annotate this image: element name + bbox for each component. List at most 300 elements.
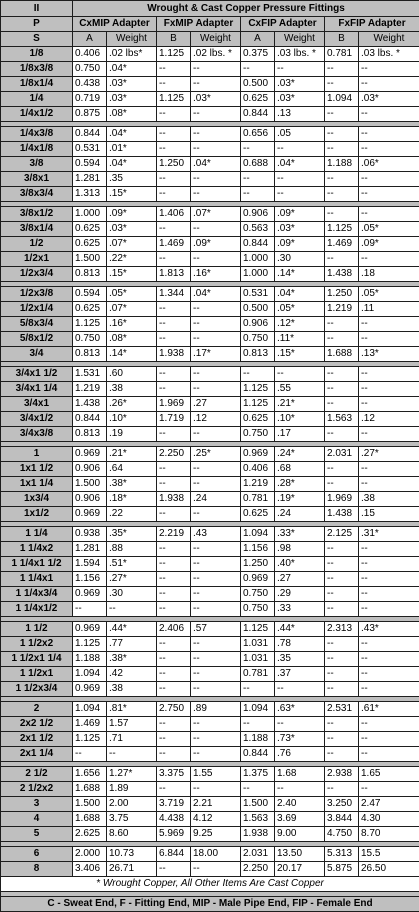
value-cell: -- bbox=[275, 682, 325, 697]
value-cell: .04* bbox=[275, 287, 325, 302]
value-cell: -- bbox=[157, 222, 191, 237]
value-cell: .35 bbox=[275, 652, 325, 667]
value-cell: .01* bbox=[107, 142, 157, 157]
size-cell: 1/2x1 bbox=[1, 252, 73, 267]
subheader-cell: Weight bbox=[107, 32, 157, 47]
value-cell: 1.500 bbox=[73, 477, 107, 492]
value-cell: 3.406 bbox=[73, 862, 107, 877]
size-cell: 3/4x1 1/2 bbox=[1, 367, 73, 382]
group-header-cxfip: CxFIP Adapter bbox=[241, 17, 325, 32]
table-row bbox=[1, 62, 419, 77]
value-cell: -- bbox=[325, 317, 359, 332]
value-cell: .18* bbox=[107, 492, 157, 507]
value-cell: .55 bbox=[275, 382, 325, 397]
value-cell: 1.188 bbox=[73, 652, 107, 667]
value-cell: -- bbox=[325, 172, 359, 187]
value-cell: .81* bbox=[107, 702, 157, 717]
value-cell: 0.906 bbox=[241, 317, 275, 332]
value-cell: .38 bbox=[107, 682, 157, 697]
value-cell: 0.969 bbox=[73, 587, 107, 602]
value-cell: -- bbox=[191, 252, 241, 267]
table-row bbox=[1, 447, 419, 462]
value-cell: .21* bbox=[107, 447, 157, 462]
value-cell: .98 bbox=[275, 542, 325, 557]
size-cell: 1x1/2 bbox=[1, 507, 73, 522]
value-cell: 3.69 bbox=[275, 812, 325, 827]
value-cell: -- bbox=[157, 172, 191, 187]
value-cell: 1.57 bbox=[107, 717, 157, 732]
table-row bbox=[1, 187, 419, 202]
value-cell: 0.719 bbox=[73, 92, 107, 107]
value-cell: .12 bbox=[191, 412, 241, 427]
value-cell: .15* bbox=[275, 347, 325, 362]
table-row bbox=[1, 412, 419, 427]
value-cell: .35 bbox=[107, 172, 157, 187]
size-cell: 2 1/2 bbox=[1, 767, 73, 782]
value-cell: -- bbox=[157, 602, 191, 617]
value-cell: .28* bbox=[275, 477, 325, 492]
size-cell: 2x1 1/4 bbox=[1, 747, 73, 762]
value-cell: -- bbox=[241, 682, 275, 697]
value-cell: 5.969 bbox=[157, 827, 191, 842]
value-cell: -- bbox=[359, 367, 419, 382]
value-cell: 2.219 bbox=[157, 527, 191, 542]
value-cell: 4.30 bbox=[359, 812, 419, 827]
value-cell: 2.125 bbox=[325, 527, 359, 542]
value-cell: 4.12 bbox=[191, 812, 241, 827]
subheader-cell: B bbox=[157, 32, 191, 47]
value-cell: .13 bbox=[275, 107, 325, 122]
group-header-fxfip: FxFIP Adapter bbox=[325, 17, 419, 32]
table-row bbox=[1, 347, 419, 362]
value-cell: .02 lbs. * bbox=[191, 47, 241, 62]
size-cell: 1 1/4 bbox=[1, 527, 73, 542]
value-cell: -- bbox=[191, 542, 241, 557]
table-row bbox=[1, 462, 419, 477]
value-cell: -- bbox=[325, 782, 359, 797]
footnote: * Wrought Copper, All Other Items Are Cast Copper bbox=[1, 877, 419, 892]
value-cell: -- bbox=[325, 557, 359, 572]
value-cell: .89 bbox=[191, 702, 241, 717]
value-cell: -- bbox=[359, 62, 419, 77]
size-cell: 1/8x1/4 bbox=[1, 77, 73, 92]
value-cell: 2.21 bbox=[191, 797, 241, 812]
value-cell: .06* bbox=[359, 157, 419, 172]
value-cell: -- bbox=[359, 252, 419, 267]
value-cell: 1.000 bbox=[73, 207, 107, 222]
legend: C - Sweat End, F - Fitting End, MIP - Male Pipe End, FIP - Female End bbox=[1, 897, 419, 912]
value-cell: -- bbox=[191, 637, 241, 652]
size-cell: 1/4 bbox=[1, 92, 73, 107]
value-cell: 2.313 bbox=[325, 622, 359, 637]
value-cell: .05* bbox=[359, 287, 419, 302]
table-title: Wrought & Cast Copper Pressure Fittings bbox=[73, 1, 419, 17]
value-cell: .44* bbox=[107, 622, 157, 637]
size-cell: 4 bbox=[1, 812, 73, 827]
value-cell: .08* bbox=[107, 107, 157, 122]
value-cell: .38 bbox=[107, 382, 157, 397]
value-cell: .09* bbox=[359, 237, 419, 252]
value-cell: .03* bbox=[107, 222, 157, 237]
value-cell: 1.125 bbox=[157, 47, 191, 62]
value-cell: 1.250 bbox=[157, 157, 191, 172]
value-cell: 0.750 bbox=[73, 62, 107, 77]
size-cell: 1x1 1/2 bbox=[1, 462, 73, 477]
size-cell: 1 1/4x1 bbox=[1, 572, 73, 587]
table-row bbox=[1, 812, 419, 827]
value-cell: 1.688 bbox=[325, 347, 359, 362]
value-cell: .02 lbs* bbox=[107, 47, 157, 62]
value-cell: 1.500 bbox=[73, 252, 107, 267]
value-cell: .16* bbox=[107, 317, 157, 332]
table-body bbox=[1, 47, 419, 877]
value-cell: .25* bbox=[191, 447, 241, 462]
value-cell: -- bbox=[359, 652, 419, 667]
value-cell: 0.500 bbox=[241, 77, 275, 92]
table-row bbox=[1, 427, 419, 442]
table-row bbox=[1, 367, 419, 382]
size-cell: 3/8x1 bbox=[1, 172, 73, 187]
value-cell: 1.000 bbox=[241, 252, 275, 267]
value-cell: .14* bbox=[107, 347, 157, 362]
value-cell: .17 bbox=[275, 427, 325, 442]
value-cell: .60 bbox=[107, 367, 157, 382]
value-cell: 0.563 bbox=[241, 222, 275, 237]
table-row bbox=[1, 507, 419, 522]
value-cell: -- bbox=[157, 732, 191, 747]
value-cell: .03 lbs. * bbox=[359, 47, 419, 62]
value-cell: -- bbox=[325, 587, 359, 602]
size-cell: 1/8 bbox=[1, 47, 73, 62]
value-cell: .03* bbox=[275, 92, 325, 107]
value-cell: -- bbox=[275, 187, 325, 202]
value-cell: 2.750 bbox=[157, 702, 191, 717]
table-row bbox=[1, 587, 419, 602]
size-cell: 8 bbox=[1, 862, 73, 877]
size-cell: 1 1/2x1 bbox=[1, 667, 73, 682]
value-cell: 0.625 bbox=[241, 92, 275, 107]
table-row bbox=[1, 302, 419, 317]
value-cell: .61* bbox=[359, 702, 419, 717]
value-cell: .73* bbox=[275, 732, 325, 747]
value-cell: .35* bbox=[107, 527, 157, 542]
size-cell: 1 1/4x2 bbox=[1, 542, 73, 557]
value-cell: 1.281 bbox=[73, 542, 107, 557]
value-cell: 9.00 bbox=[275, 827, 325, 842]
value-cell: -- bbox=[191, 107, 241, 122]
value-cell: .27 bbox=[275, 572, 325, 587]
value-cell: 5.875 bbox=[325, 862, 359, 877]
value-cell: 2.031 bbox=[325, 447, 359, 462]
value-cell: -- bbox=[325, 397, 359, 412]
value-cell: -- bbox=[275, 62, 325, 77]
size-cell: 1 1/2x1 1/4 bbox=[1, 652, 73, 667]
value-cell: -- bbox=[157, 637, 191, 652]
value-cell: 1.719 bbox=[157, 412, 191, 427]
value-cell: 1.094 bbox=[73, 667, 107, 682]
value-cell: 3.375 bbox=[157, 767, 191, 782]
value-cell: .03* bbox=[359, 92, 419, 107]
value-cell: .33* bbox=[275, 527, 325, 542]
table-row bbox=[1, 252, 419, 267]
value-cell: 1.219 bbox=[325, 302, 359, 317]
value-cell: .10* bbox=[107, 412, 157, 427]
value-cell: -- bbox=[325, 187, 359, 202]
size-cell: 5/8x3/4 bbox=[1, 317, 73, 332]
size-cell: 5 bbox=[1, 827, 73, 842]
value-cell: .13* bbox=[359, 347, 419, 362]
size-cell: 3/4x1 bbox=[1, 397, 73, 412]
value-cell: .15* bbox=[107, 187, 157, 202]
value-cell: 1.219 bbox=[73, 382, 107, 397]
value-cell: 1.563 bbox=[241, 812, 275, 827]
value-cell: -- bbox=[325, 427, 359, 442]
table-row bbox=[1, 127, 419, 142]
value-cell: 0.438 bbox=[73, 77, 107, 92]
value-cell: 0.781 bbox=[325, 47, 359, 62]
value-cell: 0.594 bbox=[73, 157, 107, 172]
value-cell: -- bbox=[191, 747, 241, 762]
value-cell: 2.250 bbox=[157, 447, 191, 462]
size-cell: 1/2x1/4 bbox=[1, 302, 73, 317]
value-cell: -- bbox=[325, 602, 359, 617]
size-cell: 1/8x3/8 bbox=[1, 62, 73, 77]
value-cell: -- bbox=[359, 732, 419, 747]
value-cell: -- bbox=[191, 602, 241, 617]
value-cell: -- bbox=[325, 332, 359, 347]
value-cell: .27* bbox=[107, 572, 157, 587]
value-cell: 1.68 bbox=[275, 767, 325, 782]
value-cell: -- bbox=[359, 747, 419, 762]
value-cell: .26* bbox=[107, 397, 157, 412]
value-cell: 0.938 bbox=[73, 527, 107, 542]
value-cell: -- bbox=[359, 637, 419, 652]
value-cell: 1.438 bbox=[325, 507, 359, 522]
value-cell: .64 bbox=[107, 462, 157, 477]
value-cell: -- bbox=[157, 332, 191, 347]
value-cell: 1.89 bbox=[107, 782, 157, 797]
value-cell: -- bbox=[359, 682, 419, 697]
value-cell: 0.969 bbox=[73, 507, 107, 522]
table-row bbox=[1, 702, 419, 717]
table-row bbox=[1, 267, 419, 282]
value-cell: .03* bbox=[275, 77, 325, 92]
value-cell: .27 bbox=[191, 397, 241, 412]
value-cell: -- bbox=[157, 187, 191, 202]
table-row bbox=[1, 332, 419, 347]
value-cell: 1.938 bbox=[157, 492, 191, 507]
size-cell: 3/4x1/2 bbox=[1, 412, 73, 427]
value-cell: 0.969 bbox=[241, 572, 275, 587]
value-cell: 13.50 bbox=[275, 847, 325, 862]
value-cell: 1.500 bbox=[241, 797, 275, 812]
value-cell: -- bbox=[241, 172, 275, 187]
value-cell: .29 bbox=[275, 587, 325, 602]
value-cell: 1.375 bbox=[241, 767, 275, 782]
group-header-fxmip: FxMIP Adapter bbox=[157, 17, 241, 32]
value-cell: -- bbox=[191, 587, 241, 602]
value-cell: 0.906 bbox=[73, 492, 107, 507]
value-cell: 5.313 bbox=[325, 847, 359, 862]
size-cell: 3/8x1/2 bbox=[1, 207, 73, 222]
value-cell: .30 bbox=[275, 252, 325, 267]
value-cell: .07* bbox=[191, 207, 241, 222]
value-cell: .68 bbox=[275, 462, 325, 477]
table-row bbox=[1, 747, 419, 762]
value-cell: -- bbox=[73, 602, 107, 617]
value-cell: .10* bbox=[275, 412, 325, 427]
value-cell: 10.73 bbox=[107, 847, 157, 862]
value-cell: -- bbox=[107, 747, 157, 762]
value-cell: .08* bbox=[107, 332, 157, 347]
value-cell: 0.813 bbox=[241, 347, 275, 362]
size-cell: 3/8 bbox=[1, 157, 73, 172]
value-cell: -- bbox=[157, 542, 191, 557]
size-cell: 2 1/2x2 bbox=[1, 782, 73, 797]
value-cell: -- bbox=[325, 77, 359, 92]
value-cell: -- bbox=[325, 252, 359, 267]
value-cell: -- bbox=[191, 142, 241, 157]
value-cell: 1.344 bbox=[157, 287, 191, 302]
value-cell: -- bbox=[191, 862, 241, 877]
value-cell: 0.969 bbox=[73, 682, 107, 697]
value-cell: 1.688 bbox=[73, 782, 107, 797]
value-cell: -- bbox=[359, 397, 419, 412]
size-header-line-3: S bbox=[1, 32, 73, 47]
value-cell: 0.844 bbox=[241, 747, 275, 762]
table-row bbox=[1, 797, 419, 812]
value-cell: 1.125 bbox=[241, 382, 275, 397]
value-cell: 3.250 bbox=[325, 797, 359, 812]
size-cell: 3/4 bbox=[1, 347, 73, 362]
size-cell: 1/2x3/8 bbox=[1, 287, 73, 302]
value-cell: 2.40 bbox=[275, 797, 325, 812]
value-cell: 15.5 bbox=[359, 847, 419, 862]
value-cell: 1.563 bbox=[325, 412, 359, 427]
value-cell: 3.719 bbox=[157, 797, 191, 812]
value-cell: 2.250 bbox=[241, 862, 275, 877]
value-cell: -- bbox=[359, 172, 419, 187]
value-cell: -- bbox=[359, 667, 419, 682]
table-row bbox=[1, 732, 419, 747]
value-cell: -- bbox=[157, 507, 191, 522]
value-cell: -- bbox=[191, 717, 241, 732]
value-cell: .04* bbox=[107, 157, 157, 172]
value-cell: -- bbox=[157, 367, 191, 382]
value-cell: -- bbox=[157, 317, 191, 332]
value-cell: -- bbox=[325, 667, 359, 682]
value-cell: .24* bbox=[275, 447, 325, 462]
value-cell: 1.65 bbox=[359, 767, 419, 782]
value-cell: .03* bbox=[275, 222, 325, 237]
value-cell: .09* bbox=[191, 237, 241, 252]
size-cell: 1/4x1/8 bbox=[1, 142, 73, 157]
value-cell: 1.156 bbox=[241, 542, 275, 557]
value-cell: 1.219 bbox=[241, 477, 275, 492]
table-row bbox=[1, 47, 419, 62]
value-cell: 1.125 bbox=[241, 622, 275, 637]
value-cell: -- bbox=[325, 477, 359, 492]
value-cell: -- bbox=[275, 782, 325, 797]
value-cell: .24 bbox=[275, 507, 325, 522]
value-cell: 0.531 bbox=[241, 287, 275, 302]
value-cell: 0.750 bbox=[241, 587, 275, 602]
value-cell: -- bbox=[325, 637, 359, 652]
size-cell: 1 1/4x3/4 bbox=[1, 587, 73, 602]
table-row bbox=[1, 682, 419, 697]
table-row bbox=[1, 107, 419, 122]
value-cell: 1.594 bbox=[73, 557, 107, 572]
value-cell: .88 bbox=[107, 542, 157, 557]
value-cell: -- bbox=[325, 572, 359, 587]
value-cell: -- bbox=[359, 332, 419, 347]
size-cell: 3/8x1/4 bbox=[1, 222, 73, 237]
value-cell: -- bbox=[241, 142, 275, 157]
value-cell: -- bbox=[325, 142, 359, 157]
value-cell: -- bbox=[157, 587, 191, 602]
value-cell: -- bbox=[359, 462, 419, 477]
value-cell: 1.531 bbox=[73, 367, 107, 382]
value-cell: .17* bbox=[191, 347, 241, 362]
value-cell: -- bbox=[359, 77, 419, 92]
table-row bbox=[1, 237, 419, 252]
table-row bbox=[1, 222, 419, 237]
value-cell: 1.125 bbox=[73, 637, 107, 652]
value-cell: 9.25 bbox=[191, 827, 241, 842]
value-cell: 4.750 bbox=[325, 827, 359, 842]
table-row bbox=[1, 557, 419, 572]
value-cell: -- bbox=[325, 747, 359, 762]
value-cell: .11 bbox=[359, 302, 419, 317]
value-cell: 1.125 bbox=[241, 397, 275, 412]
value-cell: .03* bbox=[107, 77, 157, 92]
size-cell: 3/4x3/8 bbox=[1, 427, 73, 442]
table-row bbox=[1, 397, 419, 412]
value-cell: .03* bbox=[191, 92, 241, 107]
value-cell: -- bbox=[241, 367, 275, 382]
value-cell: .05 bbox=[275, 127, 325, 142]
value-cell: 0.844 bbox=[241, 107, 275, 122]
value-cell: 26.71 bbox=[107, 862, 157, 877]
size-header-line-1: II bbox=[1, 1, 73, 17]
value-cell: 0.688 bbox=[241, 157, 275, 172]
value-cell: 0.625 bbox=[241, 412, 275, 427]
value-cell: 0.750 bbox=[241, 332, 275, 347]
value-cell: .15* bbox=[107, 267, 157, 282]
value-cell: 0.406 bbox=[73, 47, 107, 62]
value-cell: .57 bbox=[191, 622, 241, 637]
value-cell: -- bbox=[359, 107, 419, 122]
value-cell: 0.500 bbox=[241, 302, 275, 317]
value-cell: -- bbox=[191, 62, 241, 77]
value-cell: -- bbox=[191, 317, 241, 332]
value-cell: -- bbox=[359, 187, 419, 202]
value-cell: 1.250 bbox=[241, 557, 275, 572]
value-cell: -- bbox=[157, 682, 191, 697]
table-row bbox=[1, 157, 419, 172]
size-header-line-2: P bbox=[1, 17, 73, 32]
size-cell: 1x1 1/4 bbox=[1, 477, 73, 492]
size-cell: 1 1/2 bbox=[1, 622, 73, 637]
value-cell: 0.969 bbox=[241, 447, 275, 462]
value-cell: 0.594 bbox=[73, 287, 107, 302]
value-cell: -- bbox=[191, 222, 241, 237]
value-cell: .05* bbox=[275, 302, 325, 317]
value-cell: .09* bbox=[275, 237, 325, 252]
table-row bbox=[1, 767, 419, 782]
value-cell: 4.438 bbox=[157, 812, 191, 827]
value-cell: -- bbox=[157, 427, 191, 442]
